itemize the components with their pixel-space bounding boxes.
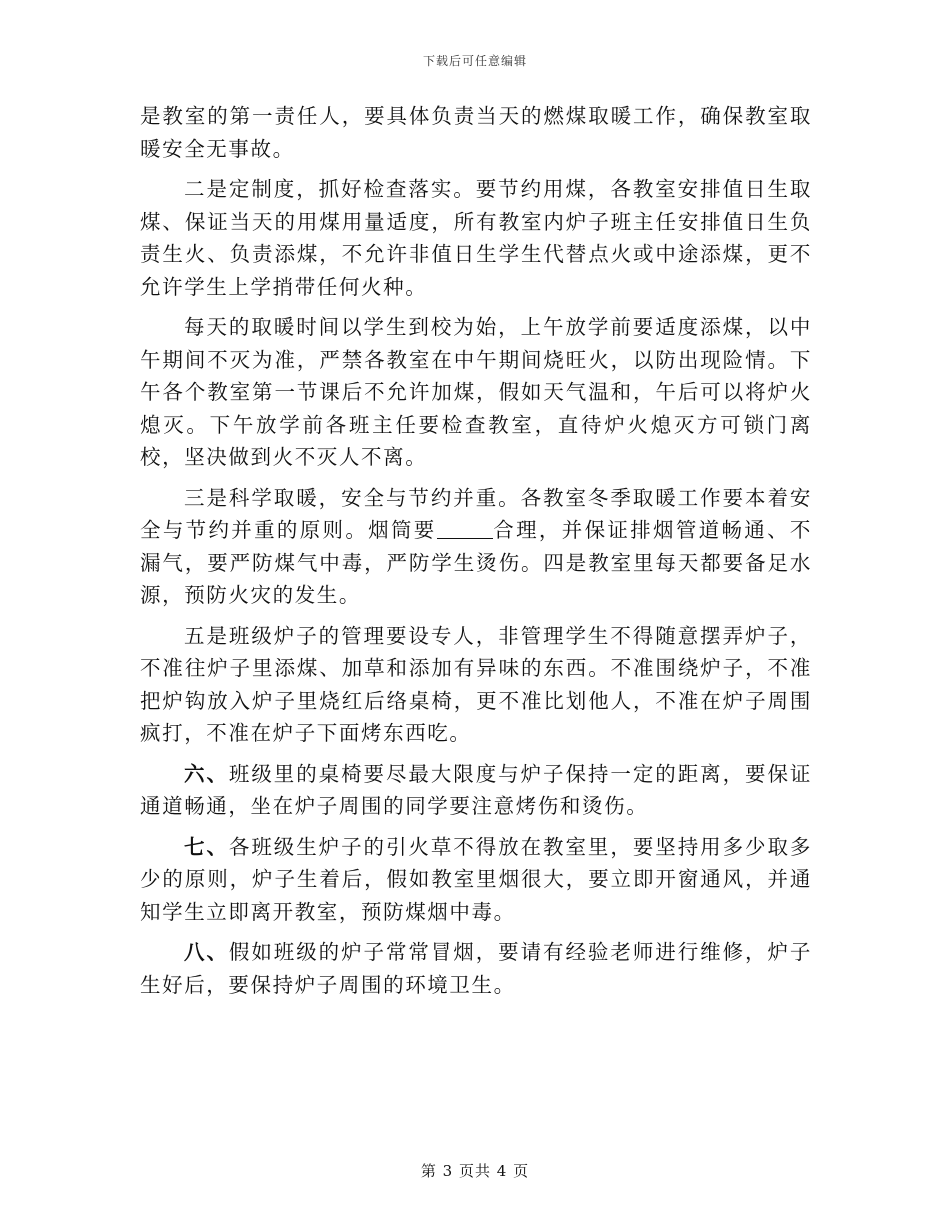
paragraph-4 bbox=[140, 482, 812, 612]
page-header: 下载后可任意编辑 bbox=[422, 54, 527, 68]
paragraph-5 bbox=[140, 620, 812, 750]
paragraph-text: 每天的取暖时间以学生到校为始，上午放学前要适度添煤，以中午期间不灭为准，严禁各教室在中午期间烧旺火，以防出现险情。下午各个教室第一节课后不允许加煤，假如天气温和，午后可以将炉火熄灭。下午放学前各班主任要检查教室，直待炉火熄灭方可锁门离校，坚决做到火不灭人不离。 bbox=[140, 315, 812, 469]
paragraph-text: 五是班级炉子的管理要设专人，非管理学生不得随意摆弄炉子，不准往炉子里添煤、加草和添加有异味的东西。不准围绕炉子，不准把炉钩放入炉子里烧红后络桌椅，更不准比划他人，不准在炉子周围疯打，不准在炉子下面烤东西吃。 bbox=[140, 623, 812, 745]
paragraph-6 bbox=[140, 758, 812, 823]
paragraph-text: 二是定制度，抓好检查落实。要节约用煤，各教室安排值日生取煤、保证当天的用煤用量适度，所有教室内炉子班主任安排值日生负责生火、负责添煤，不允许非值日生学生代替点火或中途添煤，更不允许学生上学捎带任何火种。 bbox=[140, 177, 812, 299]
paragraph-7 bbox=[140, 831, 812, 929]
paragraph-text-before-blank: 三是科学取暖，安全与节约并重。各教室冬季取暖工作要本着安全与节约并重的原则。烟筒要 bbox=[140, 485, 812, 542]
paragraph-text: 假如班级的炉子常常冒烟，要请有经验老师进行维修，炉子生好后，要保持炉子周围的环境卫生。 bbox=[140, 940, 812, 997]
paragraph-text: 班级里的桌椅要尽最大限度与炉子保持一定的距离，要保证通道畅通，坐在炉子周围的同学要注意烤伤和烫伤。 bbox=[140, 761, 812, 818]
page-footer: 第 3 页共 4 页 bbox=[420, 1162, 530, 1180]
item-number: 七、 bbox=[184, 834, 229, 859]
paragraph-3 bbox=[140, 311, 812, 474]
item-number: 八、 bbox=[184, 940, 229, 964]
fill-in-blank bbox=[437, 518, 493, 539]
item-number: 六、 bbox=[184, 761, 229, 786]
document-body bbox=[140, 100, 812, 1009]
paragraph-text-after-blank: 合理，并保证排烟管道畅通、不漏气，要严防煤气中毒，严防学生烫伤。四是教室里每天都要备足水源，预防火灾的发生。 bbox=[140, 518, 812, 607]
paragraph-text: 各班级生炉子的引火草不得放在教室里，要坚持用多少取多少的原则，炉子生着后，假如教室里烟很大，要立即开窗通风，并通知学生立即离开教室，预防煤烟中毒。 bbox=[140, 834, 812, 924]
paragraph-8 bbox=[140, 936, 812, 1001]
paragraph-2 bbox=[140, 173, 812, 303]
paragraph-1 bbox=[140, 100, 812, 165]
paragraph-text: 是教室的第一责任人，要具体负责当天的燃煤取暖工作，确保教室取暖安全无事故。 bbox=[140, 104, 812, 161]
